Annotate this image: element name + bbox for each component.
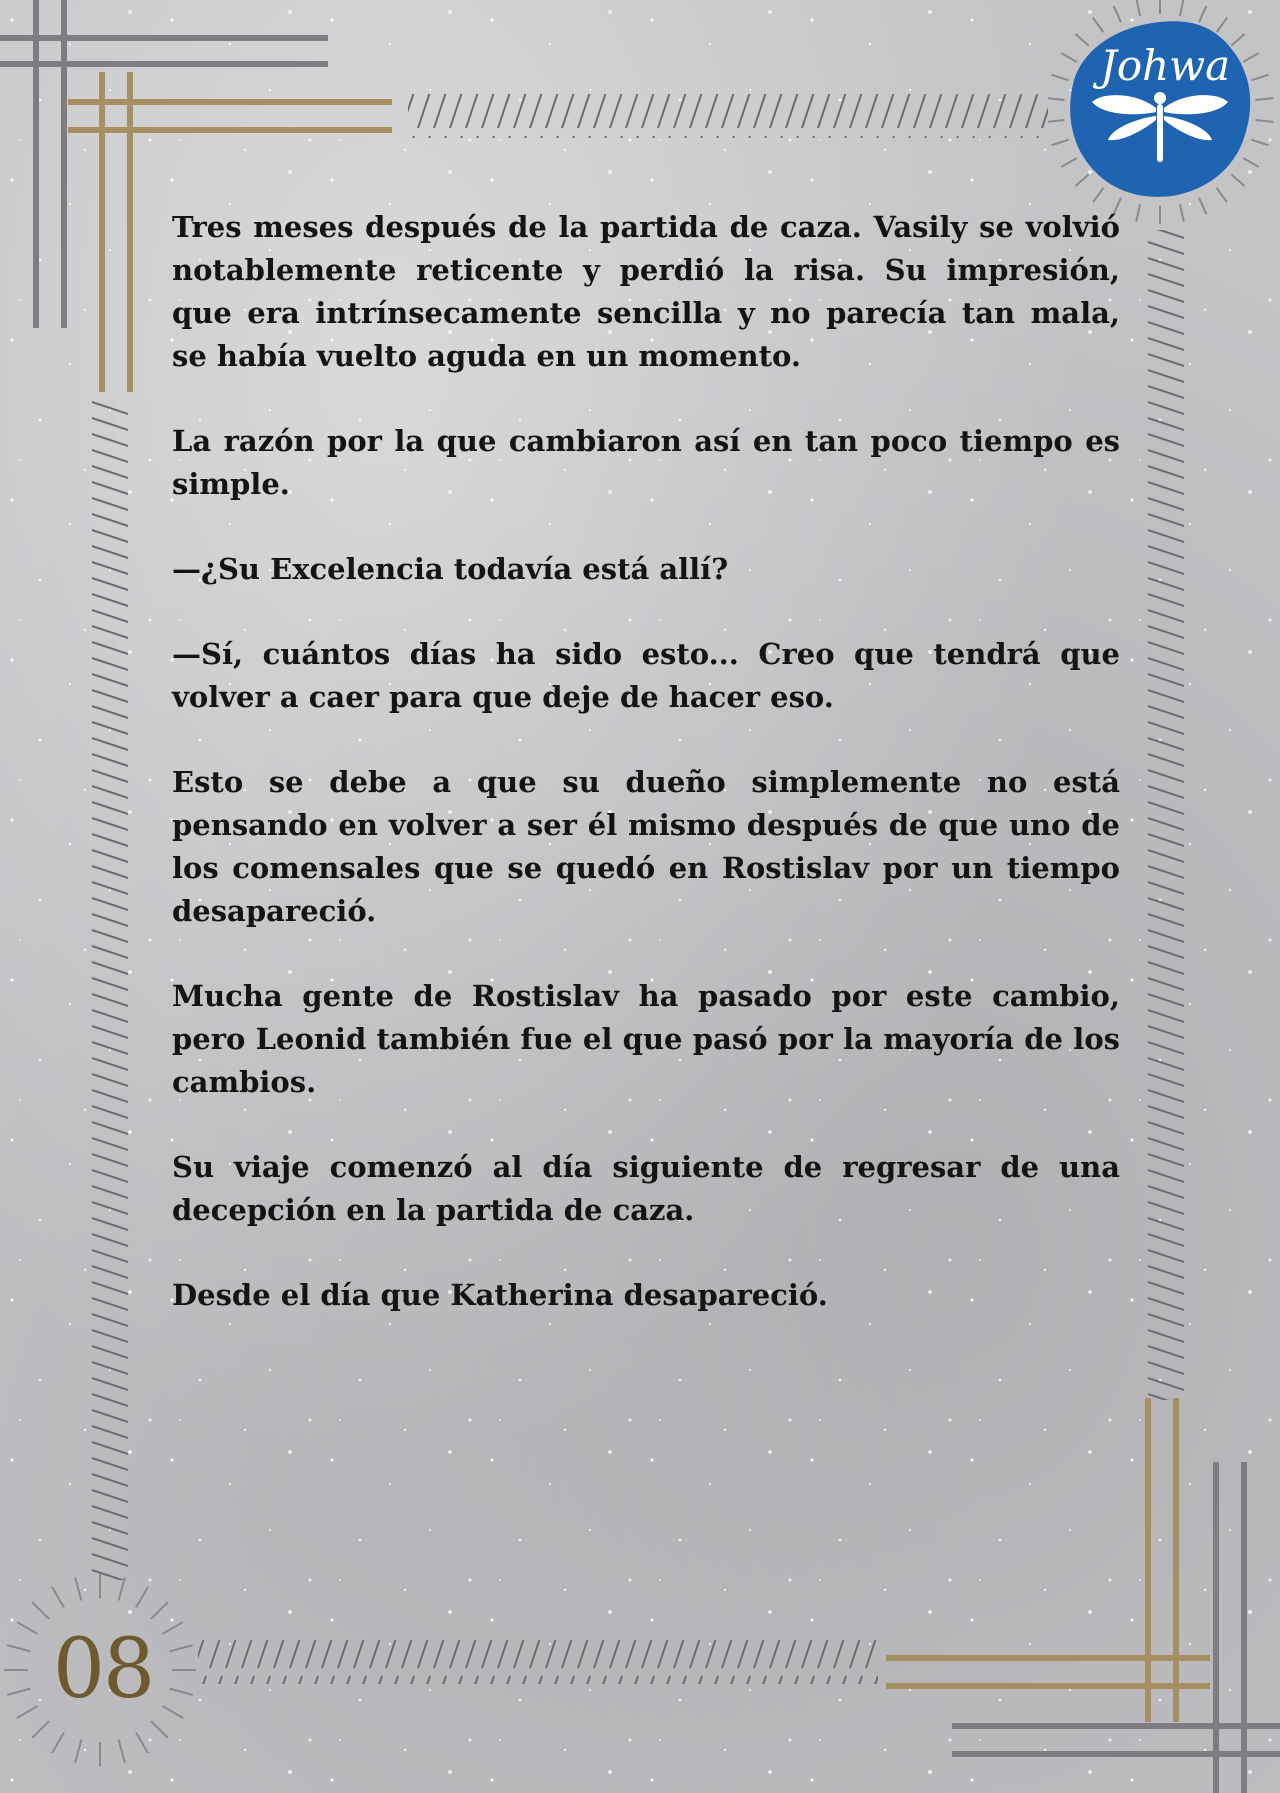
page-number: 08 [52, 1622, 154, 1717]
paragraph: —¿Su Excelencia todavía está allí? [172, 552, 729, 586]
paragraph: —Sí, cuántos días ha sido esto... Creo que tendrá que volver a caer para que deje de hacer eso. [172, 637, 1120, 714]
bottom-hatch-band [198, 1640, 878, 1684]
logo-wordmark: Johwa [1100, 41, 1231, 90]
paragraph: Su viaje comenzó al día siguiente de regresar de una decepción en la partida de caza. [172, 1150, 1120, 1227]
left-hatch-band [86, 400, 130, 1580]
paragraph: Esto se debe a que su dueño simplemente no está pensando en volver a ser él mismo después de que uno de los comensales que se quedó en Rostislav por un tiempo desapareció. [172, 765, 1120, 928]
paragraph: La razón por la que cambiaron así en tan poco tiempo es simple. [172, 424, 1120, 501]
paragraph: Desde el día que Katherina desapareció. [172, 1278, 828, 1312]
johwa-logo-seal [1048, 0, 1280, 232]
right-hatch-band [1142, 230, 1186, 1400]
paragraph: Mucha gente de Rostislav ha pasado por este cambio, pero Leonid también fue el que pasó por la mayoría de los cambios. [172, 979, 1120, 1099]
paragraph: Tres meses después de la partida de caza. Vasily se volvió notablemente reticente y perdió la risa. Su impresión, que era intrínsecamente sencilla y no parecía tan mala, se había vuelto aguda en un momento. [172, 210, 1120, 373]
chapter-text [172, 206, 1120, 1359]
top-hatch-band [408, 94, 1048, 138]
